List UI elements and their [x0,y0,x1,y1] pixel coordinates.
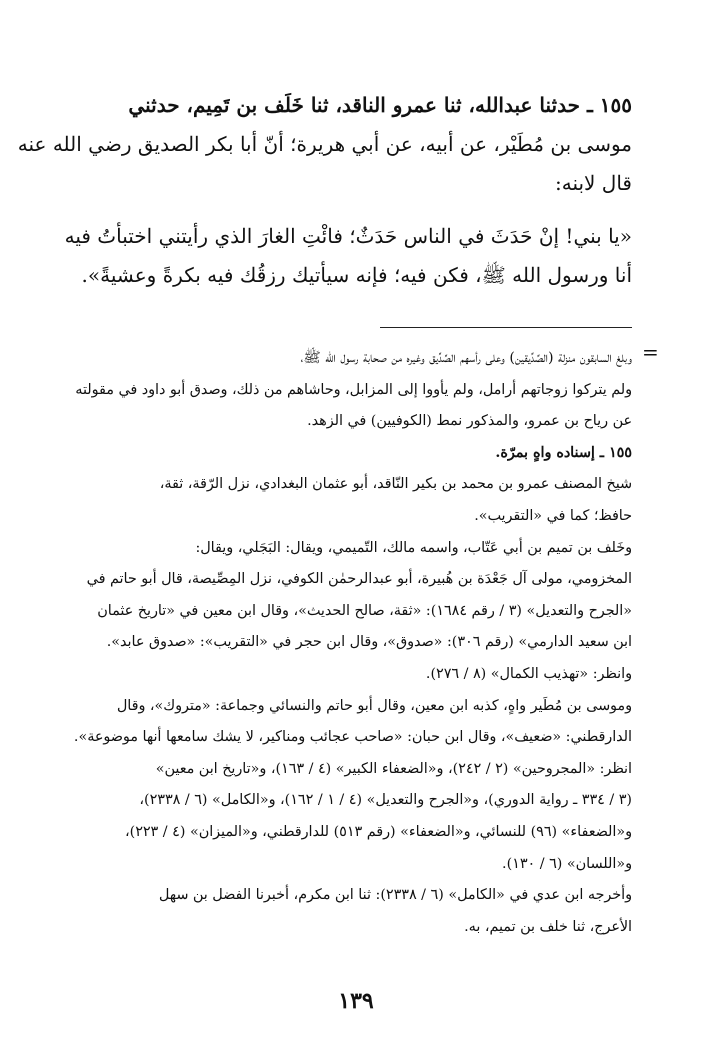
footnote-line: وموسى بن مُطَير واهٍ، كذبه ابن معين، وقال أبو حاتم والنسائي وجماعة: «متروك»، وقال [116,697,632,714]
hadith-quote-line-1: «يا بني! إنْ حَدَثَ في الناس حَدَثٌ؛ فائْتِ الغارَ الذي رأيتني اختبأتُ فيه [64,224,632,248]
footnote-line: وبلغ السابقون منزلة (الصِّدِّيقين) وعلى رأسهم الصِّدِّيق وغيره من صحابة رسول الله ﷺ، [300,350,632,366]
footnote-divider [380,327,632,328]
footnote-line: و«اللسان» (٦ / ١٣٠). [502,855,632,872]
footnote-line: حافظ؛ كما في «التقريب». [474,507,632,524]
hadith-quote [64,217,632,295]
hadith-line-2: موسى بن مُطَيْر، عن أبيه، عن أبي هريرة؛ أنّ أبا بكر الصديق رضي الله عنه [17,132,632,156]
footnote-heading: ١٥٥ ـ إسناده واهٍ بمرّة. [495,444,632,461]
footnote-line: (٣ / ٣٣٤ ـ رواية الدوري)، و«الجرح والتعديل» (٤ / ١ / ١٦٢)، و«الكامل» (٦ / ٢٣٣٨)، [139,792,632,809]
footnote-line: «الجرح والتعديل» (٣ / رقم ١٦٨٤): «ثقة، صالح الحديث»، وقال ابن معين في «تاريخ عثمان [97,602,632,619]
footnotes [66,343,632,943]
footnote-line: انظر: «المجروحين» (٢ / ٢٤٢)، و«الضعفاء الكبير» (٤ / ١٦٣)، و«تاريخ ابن معين» [155,760,632,777]
page-number: ١٣٩ [338,988,374,1014]
footnote-line: وخَلف بن تميم بن أبي عَتّاب، واسمه مالك، التّميمي، ويقال: البَجَلي، ويقال: [195,539,632,556]
footnote-line: وانظر: «تهذيب الكمال» (٨ / ٢٧٦). [425,665,632,682]
hadith-line-1: ١٥٥ ـ حدثنا عبدالله، ثنا عمرو الناقد، ثنا خَلَف بن تَمِيم، حدثني [128,93,632,117]
hadith-main-text [17,86,632,287]
footnote-line: و«الضعفاء» (٩٦) للنسائي، و«الضعفاء» (رقم ٥١٣) للدارقطني، و«الميزان» (٤ / ٢٢٣)، [124,823,632,840]
footnote-line: شيخ المصنف عمرو بن محمد بن بكير النّاقد، أبو عثمان البغدادي، نزل الرّقة، ثقة، [159,476,632,493]
footnote-line: الدارقطني: «ضعيف»، وقال ابن حبان: «صاحب عجائب ومناكير، لا يشك سامعها أنها موضوعة». [73,729,632,746]
footnote-line: المخزومي، مولى آل جَعْدَة بن هُبيرة، أبو عبدالرحمٰن الكوفي، نزل المِصِّيصة، قال أبو حاتم في [86,571,632,588]
continuation-mark: = [642,340,659,364]
footnote-line: ابن سعيد الدارمي» (رقم ٣٠٦): «صدوق»، وقال ابن حجر في «التقريب»: «صدوق عابد». [106,634,632,651]
footnote-line: عن رياح بن عمرو، والمذكور نمط (الكوفيين) في الزهد. [307,413,632,430]
footnote-line: الأعرج، ثنا خلف بن تميم، به. [464,918,632,935]
footnote-line: ولم يتركوا زوجاتهم أرامل، ولم يأووا إلى المزابل، وحاشاهم من ذلك، وصدق أبو داود في مقولته [75,381,632,398]
hadith-line-3: قال لابنه: [554,171,632,195]
footnote-line: وأخرجه ابن عدي في «الكامل» (٦ / ٢٣٣٨): ثنا ابن مكرم، أخبرنا الفضل بن سهل [158,887,632,904]
hadith-quote-line-2: أنا ورسول الله ﷺ، فكن فيه؛ فإنه سيأتيك رزقُك فيه بكرةً وعشيةً». [81,263,632,287]
